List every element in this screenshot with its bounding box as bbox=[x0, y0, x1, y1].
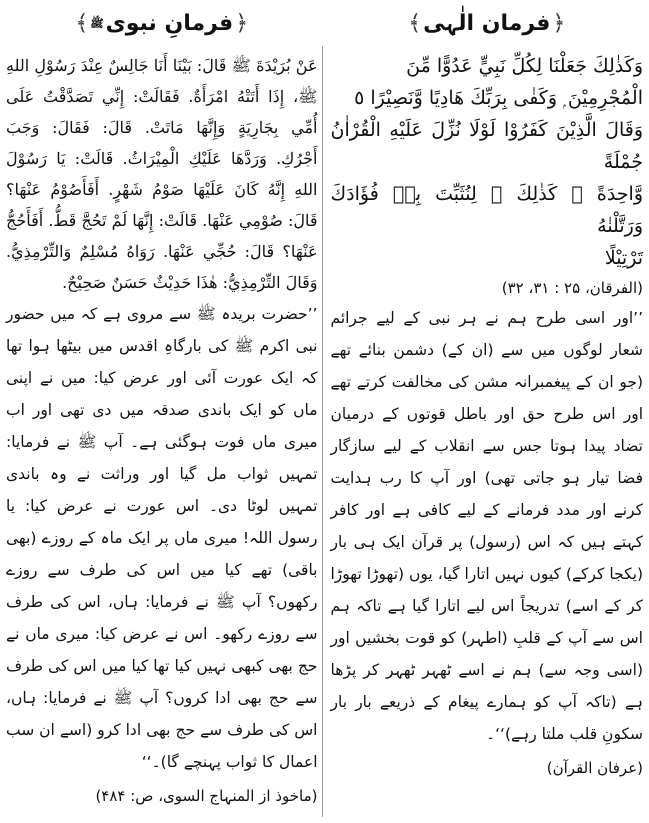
quran-translation: ’’اور اسی طرح ہم نے ہر نبی کے لیے جرائم شعار لوگوں میں سے (ان کے) دشمن بنائے تھے (جو ان کے پیغمبرانہ مشن کی مخالفت کرتے تھے اور اس طرح حق اور باطل قوتوں کے درمیان تضاد پیدا ہوتا جس سے انقلاب کے لیے سازگار فضا تیار ہو جاتی تھی) اور آپ کا رب ہدایت کرنے اور مدد فرمانے کے لیے کافی ہے اور کافر کہتے ہیں کہ اس (رسول) پر قرآن ایک ہی بار (یکجا کرکے) کیوں نہیں اتارا گیا، یوں (تھوڑا تھوڑا کر کے اسے) تدریجاً اس لیے اتارا گیا ہے تاکہ ہم اس سے آپ کے قلبِ (اطہر) کو قوت بخشیں اور (اسی وجہ سے) ہم نے اسے ٹھہر ٹھہر کر پڑھا ہے (تاکہ آپ کو ہمارے پیغام کے ذریعے بار بار سکونِ قلب ملتا رہے)‘‘۔ bbox=[330, 309, 643, 743]
ornament-close-icon: ﴾ bbox=[75, 11, 89, 36]
quran-title bbox=[404, 7, 569, 41]
quran-title-text: فرمان الٰہی bbox=[423, 11, 551, 36]
quran-title-wrap bbox=[331, 4, 644, 44]
hadith-title-text: فرمانِ نبوی bbox=[105, 11, 234, 36]
hadith-translation: ’’حضرت بریدہ ﷺ سے مروی ہے کہ میں حضور نبی اکرم ﷺ کی بارگاہِ اقدس میں بیٹھا ہوا تھا کہ ایک عورت آئی اور عرض کیا: میں نے اپنی ماں کو ایک باندی صدقہ میں دی تھی اور اب میری ماں فوت ہوگئی ہے۔ آپ ﷺ نے فرمایا: تمہیں ثواب مل گیا اور وراثت نے وہ باندی تمہیں لوٹا دی۔ اس عورت نے عرض کیا: یا رسول اللہ! میری ماں پر ایک ماہ کے روزے (بھی باقی) تھے کیا میں اس کی طرف سے روزے رکھوں؟ آپ ﷺ نے فرمایا: ہاں، اس کی طرف سے روزے رکھو۔ اس نے عرض کیا: میری ماں نے حج بھی کبھی نہیں کیا تھا کیا میں اس کی طرف سے حج بھی ادا کروں؟ آپ ﷺ نے فرمایا: ہاں، اس کی طرف سے حج بھی ادا کرو (اسے ان سب اعمال کا ثواب پہنچے گا)۔‘‘ bbox=[6, 305, 318, 771]
verse-line-4: وَّاحِدَةً ۚ كَذٰلِكَ ۚ لِنُثَبِّتَ بِهٖ فُؤَادَكَ وَرَتَّلْنٰهُ bbox=[330, 183, 643, 237]
ornament-close-icon: ﴾ bbox=[408, 11, 422, 36]
hadith-title bbox=[71, 7, 252, 41]
hadith-arabic: عَنْ بُرَيْدَةَ ﷺ قَالَ: بَيْنَا أَنَا جَالِسٌ عِنْدَ رَسُوْلِ اللهِ ﷺ، إِذَا أَتَتْهُ امْرَأَةٌ. فَقَالَتْ: إِنِّي تَصَدَّقْتُ عَلَى أُمِّي بِجَارِيَةٍ وَإِنَّهَا مَاتَتْ. قَالَ: فَقَالَ: وَجَبَ أَجْرُكِ. وَرَدَّهَا عَلَيْكِ الْمِيْرَاثُ. قَالَتْ: يَا رَسُوْلَ اللهِ إِنَّهُ كَانَ عَلَيْهَا صَوْمُ شَهْرٍ. أَفَأَصُوْمُ عَنْهَا؟ قَالَ: صُوْمِي عَنْهَا. قَالَتْ: إِنَّهَا لَمْ تَحُجَّ قَطُّ. أَفَأَحُجُّ عَنْهَا؟ قَالَ: حُجِّي عَنْهَا. رَوَاهُ مُسْلِمٌ وَالتِّرْمِذِيُّ. وَقَالَ التِّرْمِذِيُّ: هٰذَا حَدِيْثٌ حَسَنٌ صَحِيْحٌ. bbox=[6, 56, 318, 292]
hadith-title-wrap bbox=[6, 4, 318, 44]
quran-translation-source: (عرفان القرآن) bbox=[546, 759, 643, 777]
hadith-column bbox=[0, 0, 322, 823]
ornament-open-icon: ﴿ bbox=[552, 11, 566, 36]
hadith-source: (ماخوذ از المنہاج السوی، ص: ۴۸۴) bbox=[95, 787, 318, 805]
quran-column bbox=[323, 0, 649, 823]
verse-line-5: تَرْتِيْلًا bbox=[604, 247, 643, 269]
verse-line-2: الْمُجْرِمِيْنَ ۭ وَكَفٰى بِرَبِّكَ هَادِيًا وَّنَصِيْرًا ٥ bbox=[354, 87, 643, 109]
verse-line-3: وَقَالَ الَّذِيْنَ كَفَرُوْا لَوْلَا نُزِّلَ عَلَيْهِ الْقُرْاٰنُ جُمْلَةً bbox=[330, 119, 643, 173]
salawat-mark: ﷺ bbox=[90, 17, 104, 30]
verse-reference: (الفرقان، ۲۵ : ۳۱، ۳۲) bbox=[501, 279, 643, 297]
verse-line-1: وَكَذٰلِكَ جَعَلْنَا لِكُلِّ نَبِيٍّ عَدُوًّا مِّنَ bbox=[406, 55, 643, 77]
ornament-open-icon: ﴿ bbox=[235, 11, 249, 36]
